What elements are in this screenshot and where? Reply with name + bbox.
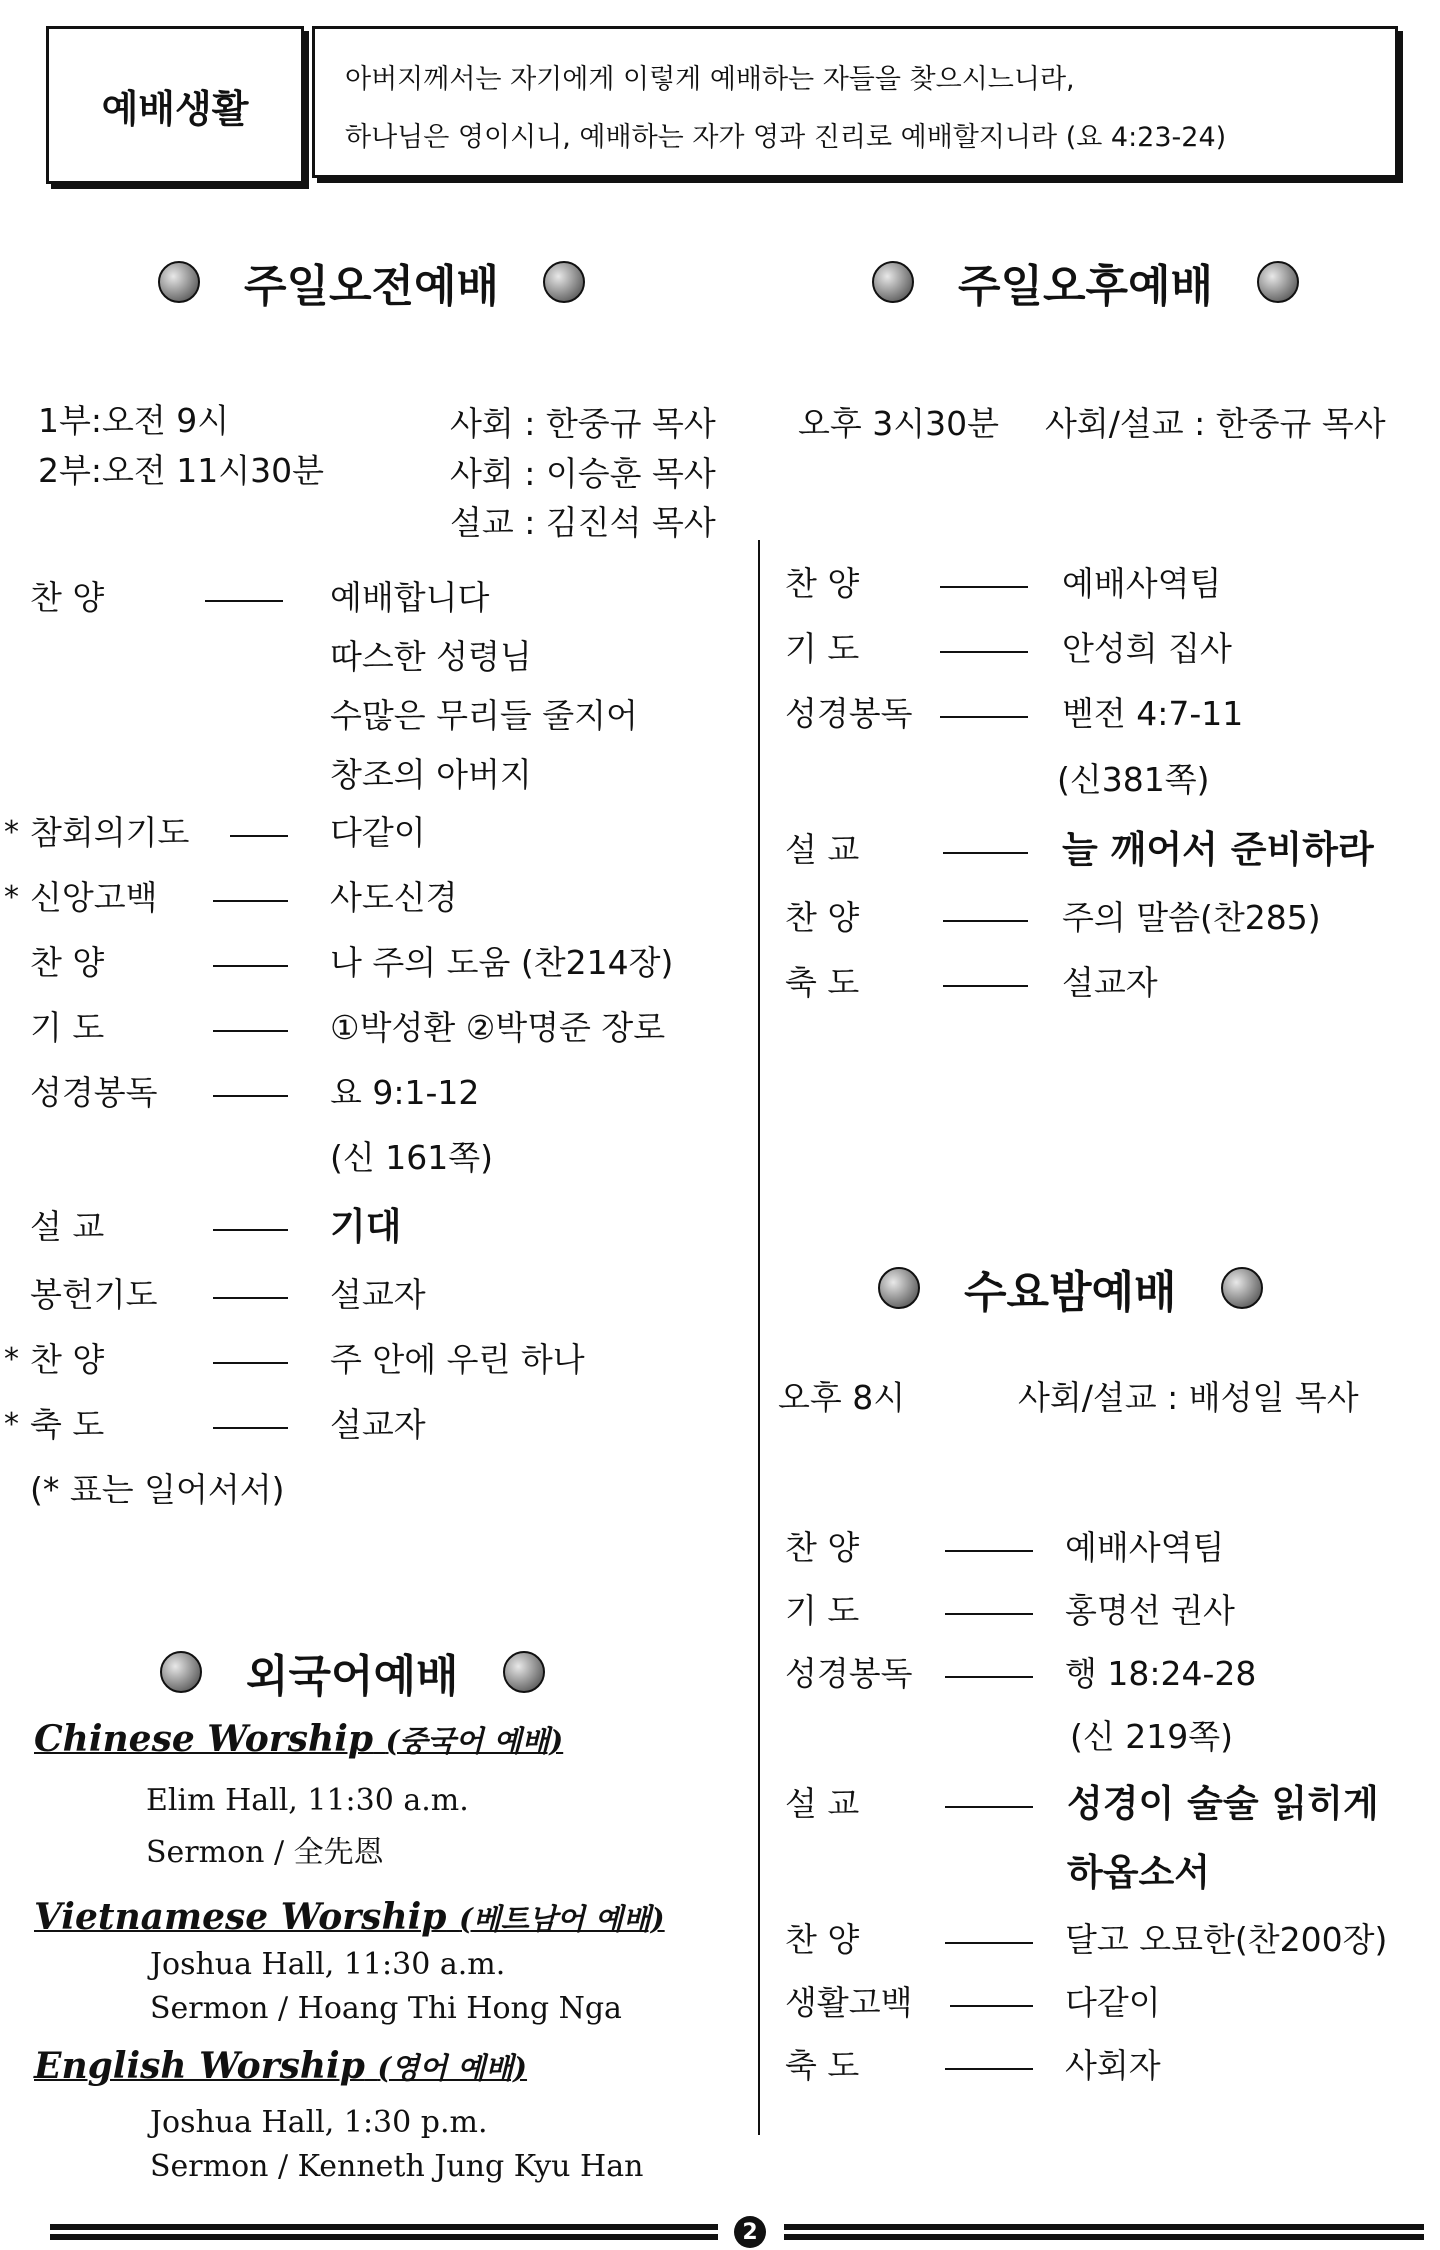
- english-worship-place: Joshua Hall, 1:30 p.m.: [150, 2105, 488, 2140]
- vietnamese-worship-title: Vietnamese Worship (베트남어 예배): [34, 1896, 665, 1938]
- leader-line: [945, 1550, 1033, 1552]
- afternoon-service-title: 주일오후예배: [958, 261, 1214, 312]
- bullet-ball-icon: [543, 261, 585, 303]
- chinese-worship-place: Elim Hall, 11:30 a.m.: [146, 1783, 469, 1818]
- bullet-ball-icon: [158, 261, 200, 303]
- chinese-worship-title: Chinese Worship (중국어 예배): [34, 1718, 564, 1760]
- wednesday-service-heading: [878, 1256, 1263, 1320]
- english-worship-title: English Worship (영어 예배): [34, 2045, 528, 2087]
- section-label: [46, 26, 304, 184]
- verse-line-2: 하나님은 영이시니, 예배하는 자가 영과 진리로 예배할지니라 (요 4:23-24): [345, 122, 1227, 153]
- afternoon-time: 오후 3시30분: [798, 404, 999, 443]
- foreign-service-heading: [160, 1640, 545, 1704]
- leader-line: [205, 600, 283, 602]
- leader-line: [213, 965, 288, 967]
- chinese-worship-sermon: Sermon / 全先恩: [146, 1835, 384, 1870]
- leader-line: [213, 900, 288, 902]
- bullet-ball-icon: [872, 261, 914, 303]
- morning-sermon-title: 기대: [330, 1205, 402, 1248]
- verse-line-1: 아버지께서는 자기에게 이렇게 예배하는 자들을 찾으시느니라,: [345, 64, 1075, 95]
- footer-rule-left: [50, 2224, 718, 2240]
- leader-line: [230, 835, 288, 837]
- leader-line: [213, 1362, 288, 1364]
- leader-line: [213, 1297, 288, 1299]
- bullet-ball-icon: [1221, 1267, 1263, 1309]
- scripture-verse-box: [312, 26, 1398, 178]
- leader-line: [940, 716, 1028, 718]
- morning-preacher: 설교 : 김진석 목사: [450, 503, 716, 542]
- wednesday-presider: 사회/설교 : 배성일 목사: [1018, 1378, 1359, 1417]
- leader-line: [940, 586, 1028, 588]
- morning-service-heading: [158, 250, 585, 314]
- leader-line: [945, 1676, 1033, 1678]
- leader-line: [943, 920, 1028, 922]
- morning-presider-1: 사회 : 한중규 목사: [450, 404, 716, 443]
- morning-service-title: 주일오전예배: [244, 261, 500, 312]
- leader-line: [945, 1942, 1033, 1944]
- bullet-ball-icon: [1257, 261, 1299, 303]
- vietnamese-worship-sermon: Sermon / Hoang Thi Hong Nga: [150, 1991, 622, 2026]
- bullet-ball-icon: [160, 1651, 202, 1693]
- bullet-ball-icon: [503, 1651, 545, 1693]
- leader-line: [943, 985, 1028, 987]
- wednesday-service-title: 수요밤예배: [964, 1267, 1177, 1318]
- bullet-ball-icon: [878, 1267, 920, 1309]
- leader-line: [945, 1613, 1033, 1615]
- footer-rule-right: [784, 2224, 1424, 2240]
- leader-line: [945, 2068, 1033, 2070]
- section-label-text: 예배생활: [101, 86, 249, 131]
- morning-presider-2: 사회 : 이승훈 목사: [450, 454, 716, 493]
- vietnamese-worship-place: Joshua Hall, 11:30 a.m.: [150, 1947, 506, 1982]
- leader-line: [213, 1095, 288, 1097]
- foreign-service-title: 외국어예배: [246, 1651, 459, 1702]
- afternoon-presider: 사회/설교 : 한중규 목사: [1045, 404, 1386, 443]
- afternoon-sermon-title: 늘 깨어서 준비하라: [1062, 828, 1374, 871]
- morning-time-1: 1부:오전 9시: [38, 401, 230, 440]
- leader-line: [213, 1030, 288, 1032]
- page-number: 2: [734, 2216, 766, 2248]
- afternoon-service-heading: [872, 250, 1299, 314]
- leader-line: [940, 651, 1028, 653]
- column-divider: [758, 540, 760, 2135]
- leader-line: [950, 2005, 1033, 2007]
- leader-line: [213, 1427, 288, 1429]
- wednesday-time: 오후 8시: [778, 1378, 906, 1417]
- morning-time-2: 2부:오전 11시30분: [38, 451, 324, 490]
- leader-line: [945, 1806, 1033, 1808]
- wednesday-sermon-title: 성경이 술술 읽히게: [1067, 1782, 1379, 1825]
- leader-line: [213, 1229, 288, 1231]
- leader-line: [943, 852, 1028, 854]
- english-worship-sermon: Sermon / Kenneth Jung Kyu Han: [150, 2149, 644, 2184]
